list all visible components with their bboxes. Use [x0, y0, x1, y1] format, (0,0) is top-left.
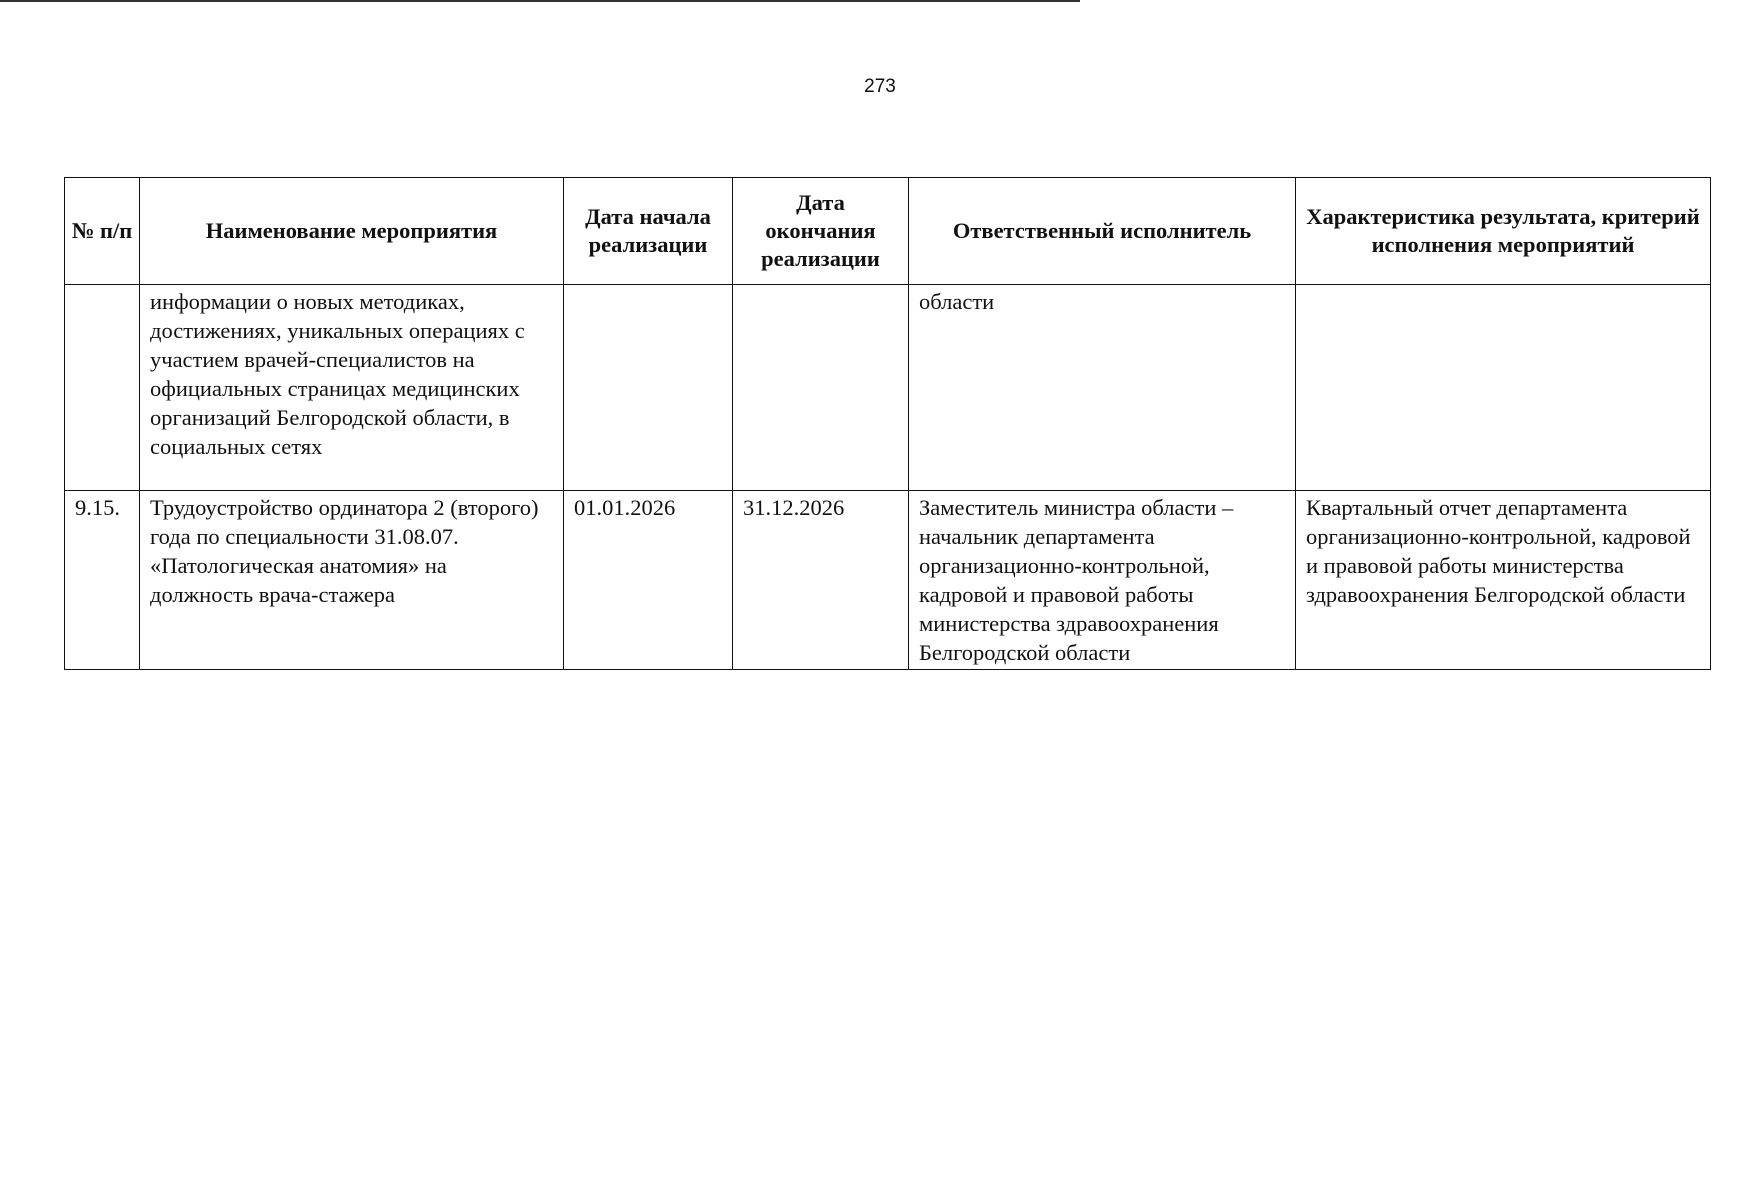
header-end-date: Дата окончания реализации [733, 178, 909, 285]
row-num: 9.15. [65, 491, 140, 670]
header-executor: Ответственный исполнитель [909, 178, 1296, 285]
header-name: Наименование мероприятия [140, 178, 564, 285]
row-name: Трудоустройство ординатора 2 (второго) года по специальности 31.08.07. «Патологическая анатомия» на должность врача-стажера [140, 491, 564, 670]
row-start-date [564, 285, 733, 491]
header-start-date: Дата начала реализации [564, 178, 733, 285]
table-row [65, 491, 1711, 670]
activities-table [64, 177, 1711, 670]
scan-edge-line [0, 0, 1080, 2]
page-number: 273 [864, 76, 896, 97]
row-num [65, 285, 140, 491]
row-name: информации о новых методиках, достижениях, уникальных операциях с участием врачей-специалистов на официальных страницах медицинских организаций Белгородской области, в социальных сетях [140, 285, 564, 491]
row-end-date [733, 285, 909, 491]
row-result: Квартальный отчет департамента организационно-контрольной, кадровой и правовой работы министерства здравоохранения Белгородской области [1296, 491, 1711, 670]
row-end-date: 31.12.2026 [733, 491, 909, 670]
header-result: Характеристика результата, критерий исполнения мероприятий [1296, 178, 1711, 285]
header-num: № п/п [65, 178, 140, 285]
row-start-date: 01.01.2026 [564, 491, 733, 670]
table-row [65, 285, 1711, 491]
row-result [1296, 285, 1711, 491]
row-executor: Заместитель министра области – начальник департамента организационно-контрольной, кадровой и правовой работы министерства здравоохранения Белгородской области [909, 491, 1296, 670]
row-executor: области [909, 285, 1296, 491]
table-header-row [65, 178, 1711, 285]
